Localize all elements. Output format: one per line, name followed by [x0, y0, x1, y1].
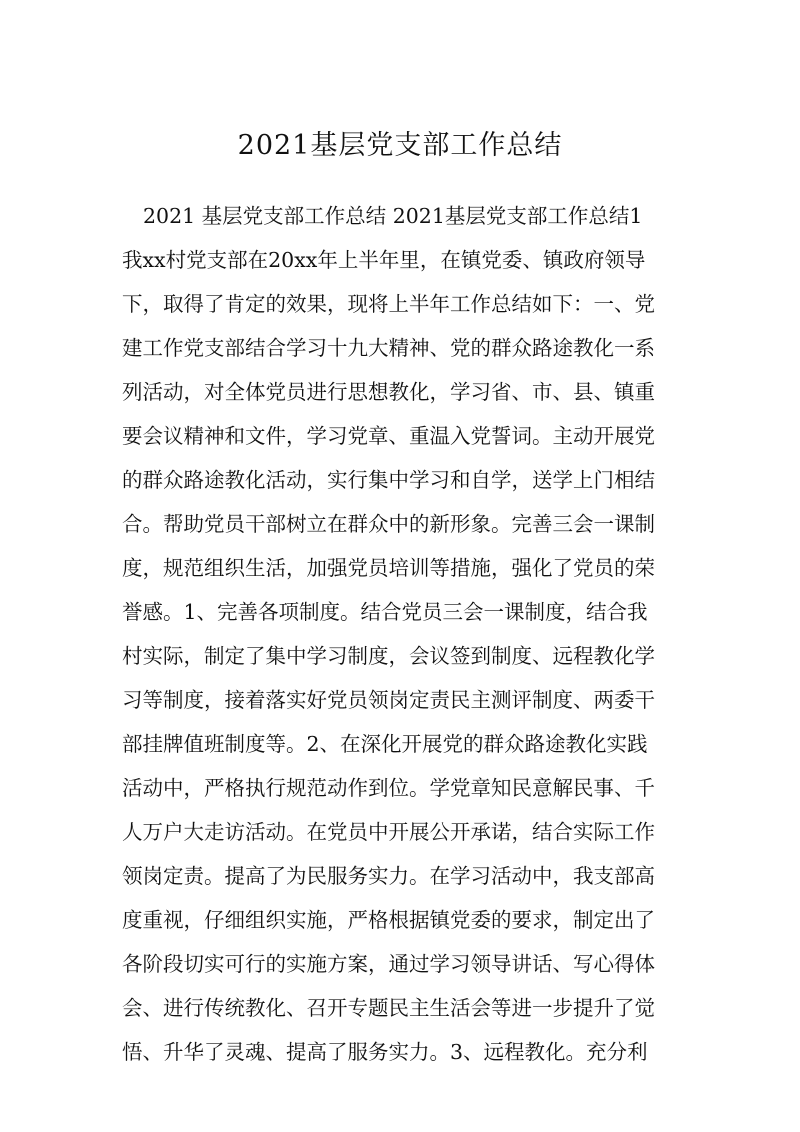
body-line: 誉感。1、完善各项制度。结合党员三会一课制度，结合我 — [122, 600, 648, 624]
body-line: 领岗定责。提高了为民服务实力。在学习活动中，我支部高 — [122, 864, 655, 888]
body-line: 列活动，对全体党员进行思想教化，学习省、市、县、镇重 — [122, 380, 655, 404]
body-line: 悟、升华了灵魂、提高了服务实力。3、远程教化。充分利 — [122, 1040, 648, 1064]
body-line: 度，规范组织生活，加强党员培训等措施，强化了党员的荣 — [122, 556, 655, 580]
document-title: 2021基层党支部工作总结 — [237, 130, 563, 161]
body-line: 建工作党支部结合学习十九大精神、党的群众路途教化一系 — [122, 336, 655, 360]
body-line: 会、进行传统教化、召开专题民主生活会等进一步提升了觉 — [122, 996, 655, 1020]
body-line: 合。帮助党员干部树立在群众中的新形象。完善三会一课制 — [122, 512, 655, 536]
body-line: 我xx村党支部在20xx年上半年里，在镇党委、镇政府领导 — [122, 248, 646, 272]
body-line: 度重视，仔细组织实施，严格根据镇党委的要求，制定出了 — [122, 908, 655, 932]
body-line: 的群众路途教化活动，实行集中学习和自学，送学上门相结 — [122, 468, 655, 492]
body-line: 各阶段切实可行的实施方案，通过学习领导讲话、写心得体 — [122, 952, 655, 976]
body-line: 部挂牌值班制度等。2、在深化开展党的群众路途教化实践 — [122, 732, 648, 756]
body-line: 习等制度，接着落实好党员领岗定责民主测评制度、两委干 — [122, 688, 655, 712]
body-line: 要会议精神和文件，学习党章、重温入党誓词。主动开展党 — [122, 424, 655, 448]
body-line: 人万户大走访活动。在党员中开展公开承诺，结合实际工作 — [122, 820, 655, 844]
body-line: 下，取得了肯定的效果，现将上半年工作总结如下：一、党 — [122, 292, 655, 316]
body-line: 2021 基层党支部工作总结 2021基层党支部工作总结1 — [143, 204, 643, 228]
body-line: 村实际，制定了集中学习制度，会议签到制度、远程教化学 — [122, 644, 655, 668]
body-line: 活动中，严格执行规范动作到位。学党章知民意解民事、千 — [122, 776, 655, 800]
